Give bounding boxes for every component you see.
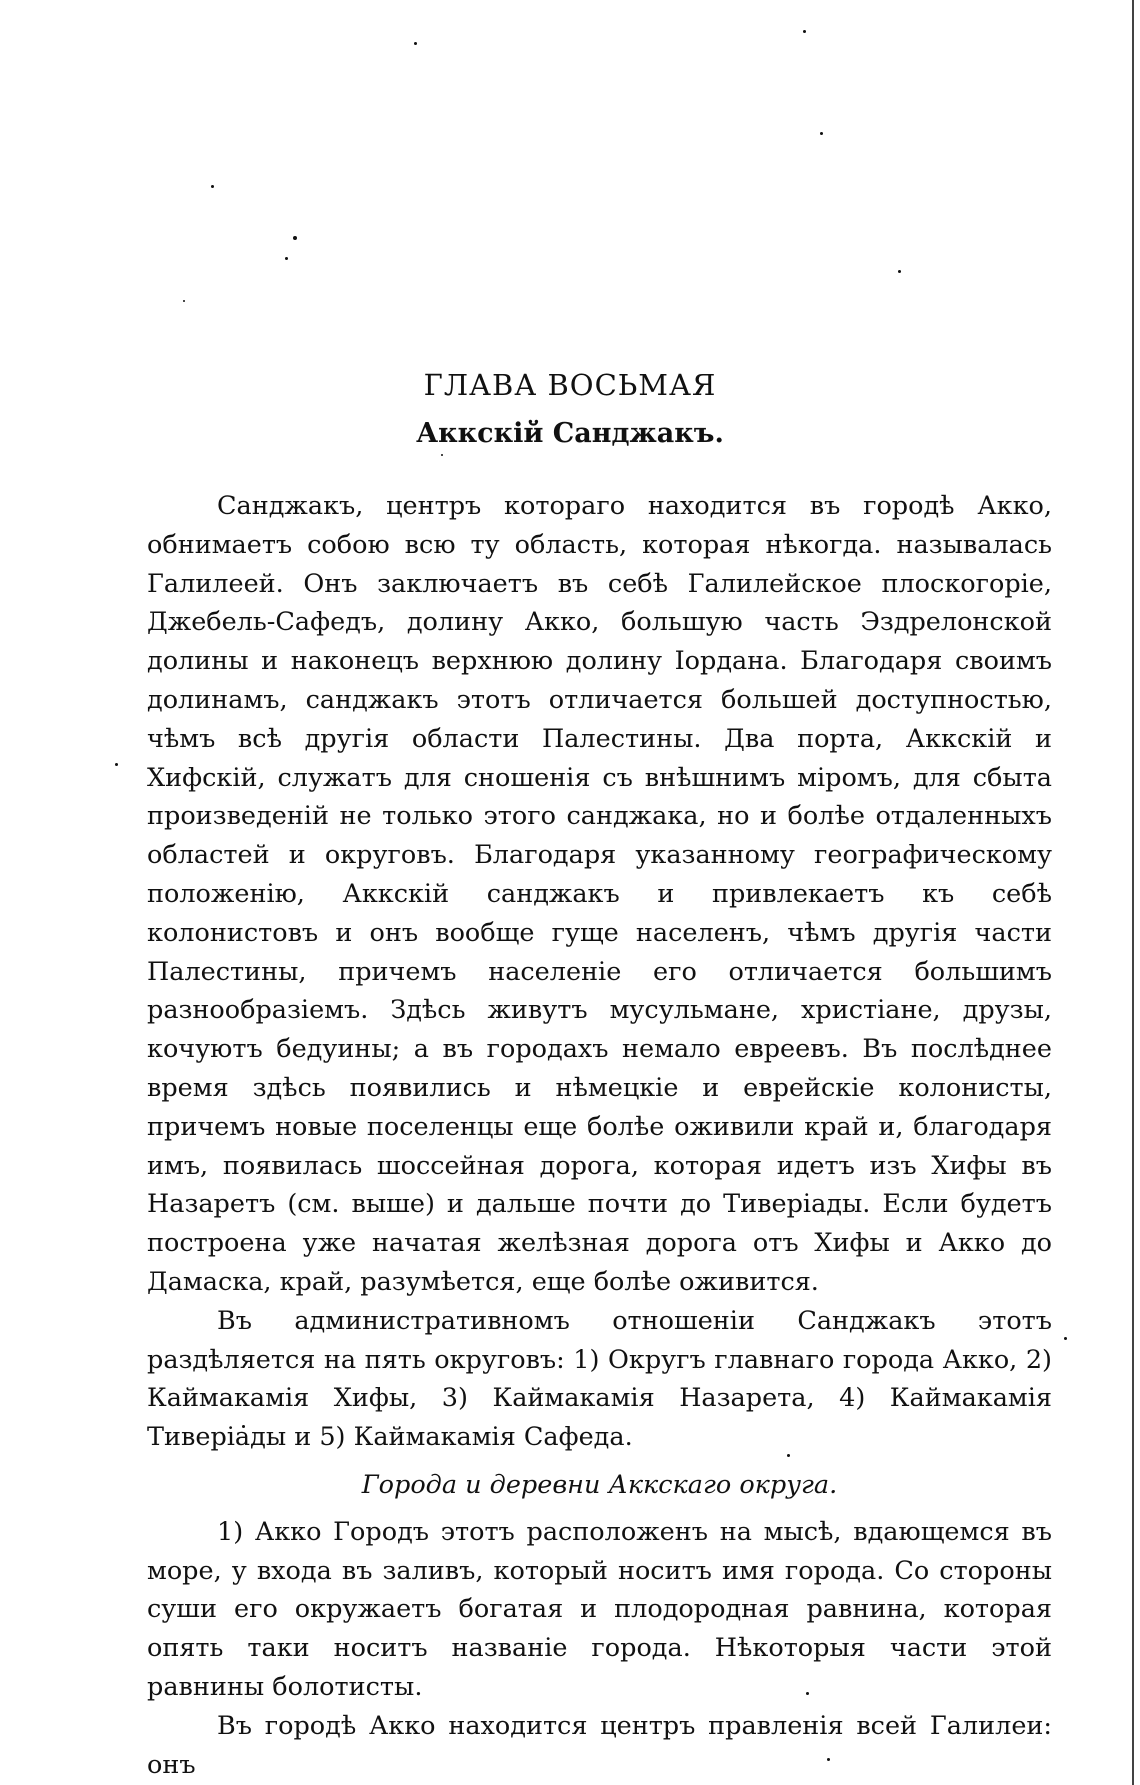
scan-speck [441, 454, 443, 456]
scan-speck [414, 42, 417, 45]
body-text [147, 487, 1052, 1784]
scan-speck [115, 763, 118, 766]
scan-speck [803, 30, 806, 33]
scan-speck [820, 132, 823, 135]
section-title: Аккскій Санджакъ. [416, 418, 724, 449]
scan-speck [1064, 1337, 1067, 1340]
scan-speck [898, 270, 901, 273]
scan-speck [293, 236, 297, 240]
page-edge-line [1132, 0, 1134, 1785]
subheading: Города и деревни Аккскаго округа. [361, 1469, 838, 1500]
paragraph-4: Въ городѣ Акко находится центръ правленія всей Галилеи: онъ [147, 1710, 1052, 1780]
chapter-title: ГЛАВА ВОСЬМАЯ [423, 368, 717, 402]
paragraph-3: 1) Акко Городъ этотъ расположенъ на мысѣ, вдающемся въ море, у входа въ заливъ, который носитъ имя города. Со стороны суши его окружаетъ богатая и плодородная равнина, которая опять таки носитъ названіе города. Нѣкоторыя части этой равнины болотисты. [147, 1516, 1052, 1702]
paragraph-1: Санджакъ, центръ котораго находится въ городѣ Акко, обнимаетъ собою всю ту область, которая нѣкогда. называлась Галилеей. Онъ заключаетъ въ себѣ Галилейское плоскогоріе, Джебель-Сафедъ, долину Акко, большую часть Эздрелонской долины и наконецъ верхнюю долину Іордана. Благодаря своимъ долинамъ, санджакъ этотъ отличается большей доступностью, чѣмъ всѣ другія области Палестины. Два порта, Аккскій и Хифскій, служатъ для сношенія съ внѣшнимъ міромъ, для сбыта произведеній не только этого санджака, но и болѣе отдаленныхъ областей и округовъ. Благодаря указанному географическому положенію, Аккскій санджакъ и привлекаетъ къ себѣ колонистовъ и онъ вообще гуще населенъ, чѣмъ другія части Палестины, причемъ населеніе его отличается большимъ разнообразіемъ. Здѣсь живутъ мусульмане, христіане, друзы, кочуютъ бедуины; а въ городахъ немало евреевъ. Въ послѣднее время здѣсь появились и нѣмецкіе и еврейскіе колонисты, причемъ новые поселенцы еще болѣе оживили край и, благодаря имъ, появилась шоссейная дорога, которая идетъ изъ Хифы въ Назаретъ (см. выше) и дальше почти до Тиверіады. Если будетъ построена уже начатая желѣзная дорога отъ Хифы и Акко до Дамаска, край, разумѣется, еще болѣе оживится. [147, 491, 1052, 1297]
scan-speck [183, 300, 185, 302]
scan-speck [211, 185, 214, 188]
paragraph-2: Въ административномъ отношеніи Санджакъ этотъ раздѣляется на пять округовъ: 1) Округъ главнаго города Акко, 2) Каймакамія Хифы, 3) Каймакамія Назарета, 4) Каймакамія Тиверіады и 5) Каймакамія Сафеда. [147, 1305, 1052, 1453]
scan-speck [285, 257, 288, 260]
